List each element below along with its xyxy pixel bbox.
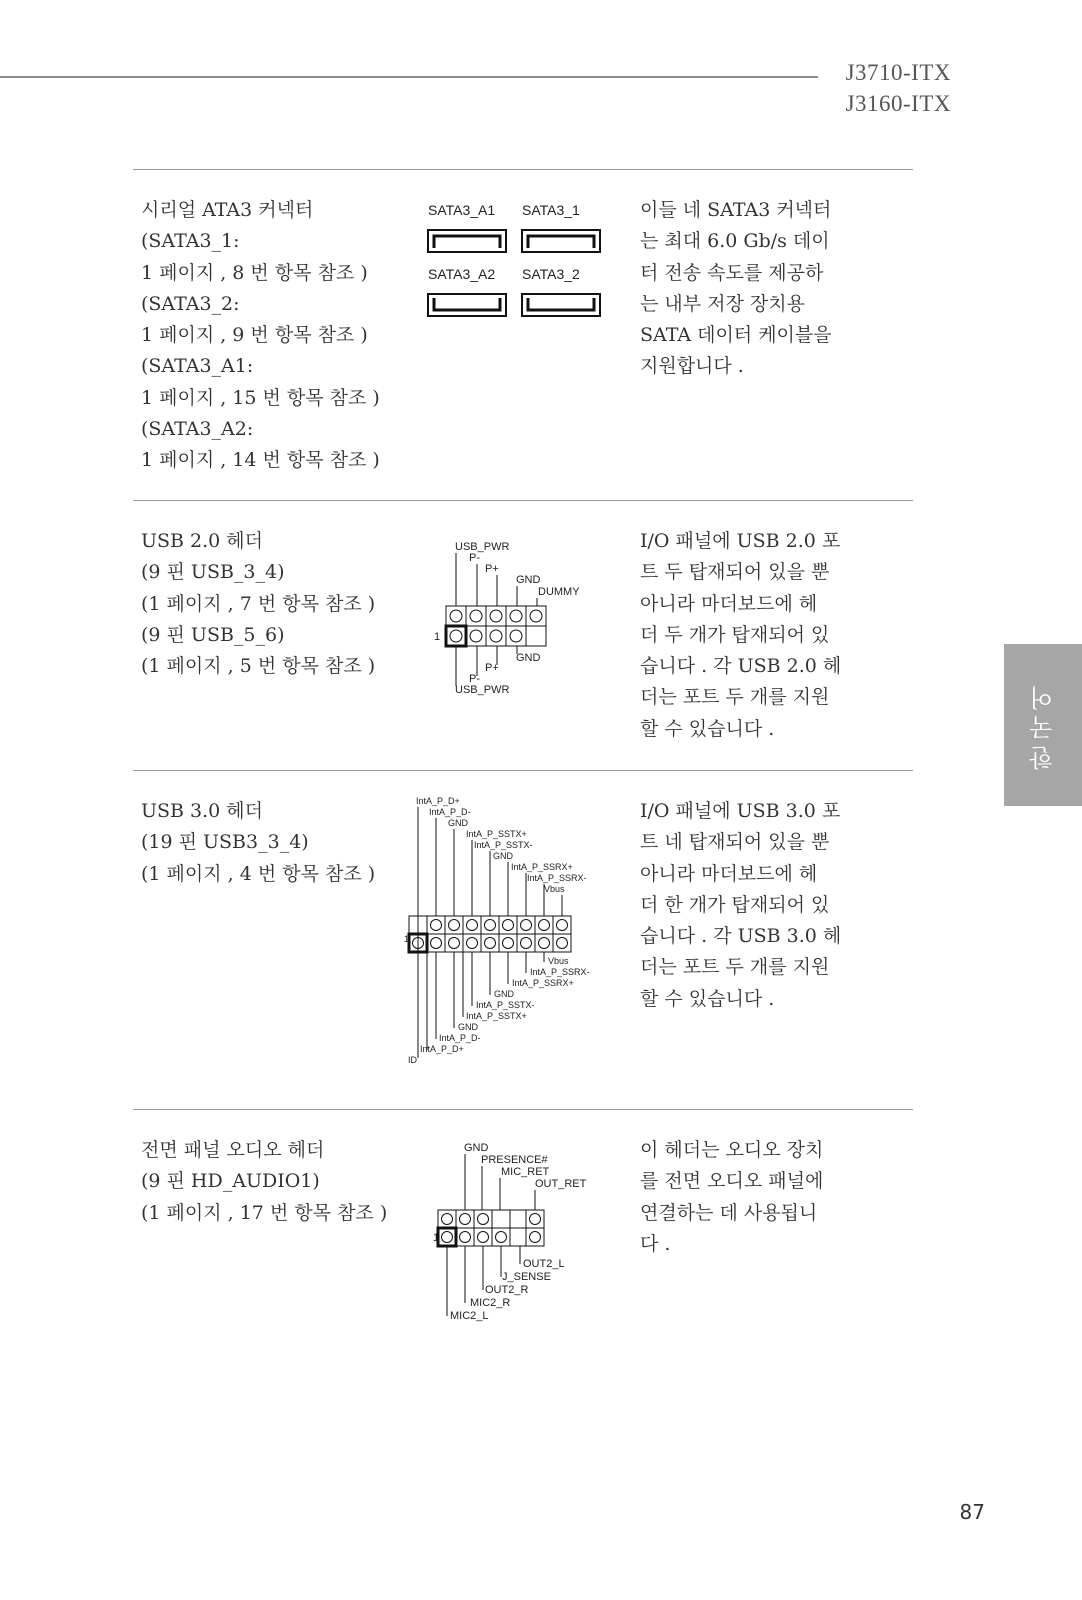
pin-label: DUMMY — [538, 586, 580, 598]
usb3-description-left — [141, 796, 411, 890]
text-line: (SATA3_A2: — [141, 418, 254, 441]
text-line: (1 페이지 , 5 번 항목 참조 ) — [141, 655, 376, 678]
pin-label: IntA_P_SSTX+ — [466, 1011, 527, 1021]
text-line: 아니라 마더보드에 헤 — [640, 862, 818, 885]
text-line: 아니라 마더보드에 헤 — [640, 592, 818, 615]
text-line: 는 내부 저장 장치용 — [640, 292, 805, 315]
text-line: 트 네 탑재되어 있을 뿐 — [640, 831, 830, 854]
pin-one-label: 1 — [434, 631, 441, 643]
pin-label: USB_PWR — [455, 541, 510, 553]
section-divider — [133, 500, 913, 501]
pin-label: P- — [469, 552, 480, 564]
text-line: 전면 패널 오디오 헤더 — [141, 1139, 325, 1161]
text-line: (1 페이지 , 7 번 항목 참조 ) — [141, 592, 376, 615]
text-line: 1 페이지 , 14 번 항목 참조 ) — [141, 449, 380, 472]
usb2-header-diagram — [430, 540, 600, 705]
text-line: 습니다 . 각 USB 2.0 헤 — [640, 655, 842, 678]
audio-description-right — [640, 1135, 880, 1260]
text-line: 는 최대 6.0 Gb/s 데이 — [640, 230, 830, 253]
pin-label: IntA_P_SSTX- — [474, 840, 533, 850]
pin-label: IntA_P_D- — [439, 1033, 481, 1043]
text-line: SATA 데이터 케이블을 — [640, 324, 832, 347]
header-rule — [0, 76, 818, 78]
text-line: (1 페이지 , 4 번 항목 참조 ) — [141, 862, 376, 885]
audio-description-left — [141, 1135, 411, 1229]
text-line: (9 핀 HD_AUDIO1) — [141, 1170, 320, 1193]
text-line: (9 핀 USB_5_6) — [141, 623, 285, 646]
text-line: (1 페이지 , 17 번 항목 참조 ) — [141, 1201, 388, 1224]
pin-label: GND — [458, 1022, 478, 1032]
pin-label: OUT_RET — [535, 1178, 587, 1190]
text-line: 트 두 탑재되어 있을 뿐 — [640, 561, 830, 584]
pin-label: GND — [464, 1142, 489, 1154]
pin-label: IntA_P_D- — [429, 807, 471, 817]
text-line: 1 페이지 , 9 번 항목 참조 ) — [141, 324, 368, 347]
pin-label: IntA_P_SSRX+ — [512, 978, 574, 988]
usb3-header-diagram — [406, 796, 616, 1071]
pin-label: MIC_RET — [501, 1166, 550, 1178]
pin-label: J_SENSE — [502, 1271, 551, 1283]
page-number: 87 — [959, 1500, 985, 1524]
usb2-description-right — [640, 526, 880, 745]
text-line: USB 3.0 헤더 — [141, 800, 263, 822]
usb3-description-right — [640, 796, 880, 1015]
pin-label: IntA_P_SSRX- — [530, 967, 590, 977]
text-line: 를 전면 오디오 패널에 — [640, 1170, 824, 1193]
pin-label: GND — [448, 818, 468, 828]
text-line: 할 수 있습니다 . — [640, 717, 775, 740]
text-line: 더는 포트 두 개를 지원 — [640, 686, 830, 709]
text-line: 더 두 개가 탑재되어 있 — [640, 623, 830, 646]
sata-label-a1: SATA3_A1 — [428, 202, 496, 218]
text-line: 더 한 개가 탑재되어 있 — [640, 893, 830, 916]
pin-label: GND — [516, 652, 541, 664]
model-name-1: J3710-ITX — [845, 60, 951, 85]
pin-label: Vbus — [544, 884, 565, 894]
pin-label: GND — [516, 574, 541, 586]
pin-label: IntA_P_D+ — [416, 796, 460, 806]
section-divider — [133, 1109, 913, 1110]
text-line: 습니다 . 각 USB 3.0 헤 — [640, 925, 842, 948]
pin-label: MIC2_L — [450, 1310, 489, 1322]
sata-label-1: SATA3_1 — [522, 202, 580, 218]
sata-label-2: SATA3_2 — [522, 266, 580, 282]
text-line: (SATA3_2: — [141, 292, 240, 315]
pin-label: ID — [408, 1055, 417, 1065]
text-line: 이들 네 SATA3 커넥터 — [640, 199, 832, 221]
usb2-description-left — [141, 526, 411, 682]
text-line: I/O 패널에 USB 3.0 포 — [640, 800, 841, 822]
text-line: 지원합니다 . — [640, 355, 744, 378]
pin-label: OUT2_R — [485, 1284, 529, 1296]
text-line: USB 2.0 헤더 — [141, 530, 263, 552]
text-line: 연결하는 데 사용됩니 — [640, 1201, 818, 1224]
text-line: 터 전송 속도를 제공하 — [640, 261, 824, 284]
sata-connector-diagram — [420, 198, 620, 328]
text-line: (19 핀 USB3_3_4) — [141, 831, 309, 854]
sata-description-left — [141, 195, 411, 477]
pin-label: P- — [469, 673, 480, 685]
pin-label: IntA_P_D+ — [420, 1044, 464, 1054]
pin-label: GND — [493, 851, 513, 861]
text-line: (SATA3_A1: — [141, 355, 254, 378]
section-divider — [133, 169, 913, 170]
pin-one-label: 1 — [404, 934, 410, 944]
text-line: (SATA3_1: — [141, 230, 240, 253]
pin-label: IntA_P_SSTX- — [476, 1000, 535, 1010]
audio-header-diagram — [435, 1140, 595, 1325]
pin-label: MIC2_R — [470, 1297, 511, 1309]
pin-label: USB_PWR — [455, 684, 510, 696]
language-tab — [1004, 644, 1082, 806]
text-line: I/O 패널에 USB 2.0 포 — [640, 530, 841, 552]
sata-label-a2: SATA3_A2 — [428, 266, 496, 282]
pin-one-label: 1 — [433, 1232, 440, 1244]
pin-label: GND — [494, 989, 514, 999]
text-line: 이 헤더는 오디오 장치 — [640, 1139, 824, 1161]
pin-label: P+ — [485, 563, 499, 575]
model-name-2: J3160-ITX — [845, 91, 951, 116]
text-line: 1 페이지 , 8 번 항목 참조 ) — [141, 261, 368, 284]
pin-label: IntA_P_SSRX- — [527, 873, 587, 883]
pin-label: Vbus — [548, 956, 569, 966]
text-line: 할 수 있습니다 . — [640, 987, 775, 1010]
text-line: 다 . — [640, 1232, 671, 1255]
text-line: 1 페이지 , 15 번 항목 참조 ) — [141, 386, 380, 409]
text-line: 시리얼 ATA3 커넥터 — [141, 199, 314, 221]
pin-label: OUT2_L — [523, 1258, 565, 1270]
pin-label: IntA_P_SSRX+ — [511, 862, 573, 872]
sata-description-right — [640, 195, 880, 383]
pin-label: PRESENCE# — [481, 1154, 548, 1166]
pin-label: IntA_P_SSTX+ — [466, 829, 527, 839]
section-divider — [133, 770, 913, 771]
text-line: (9 핀 USB_3_4) — [141, 561, 285, 584]
text-line: 더는 포트 두 개를 지원 — [640, 956, 830, 979]
language-tab-label: 한국어 — [1029, 680, 1058, 770]
pin-label: P+ — [485, 662, 499, 674]
